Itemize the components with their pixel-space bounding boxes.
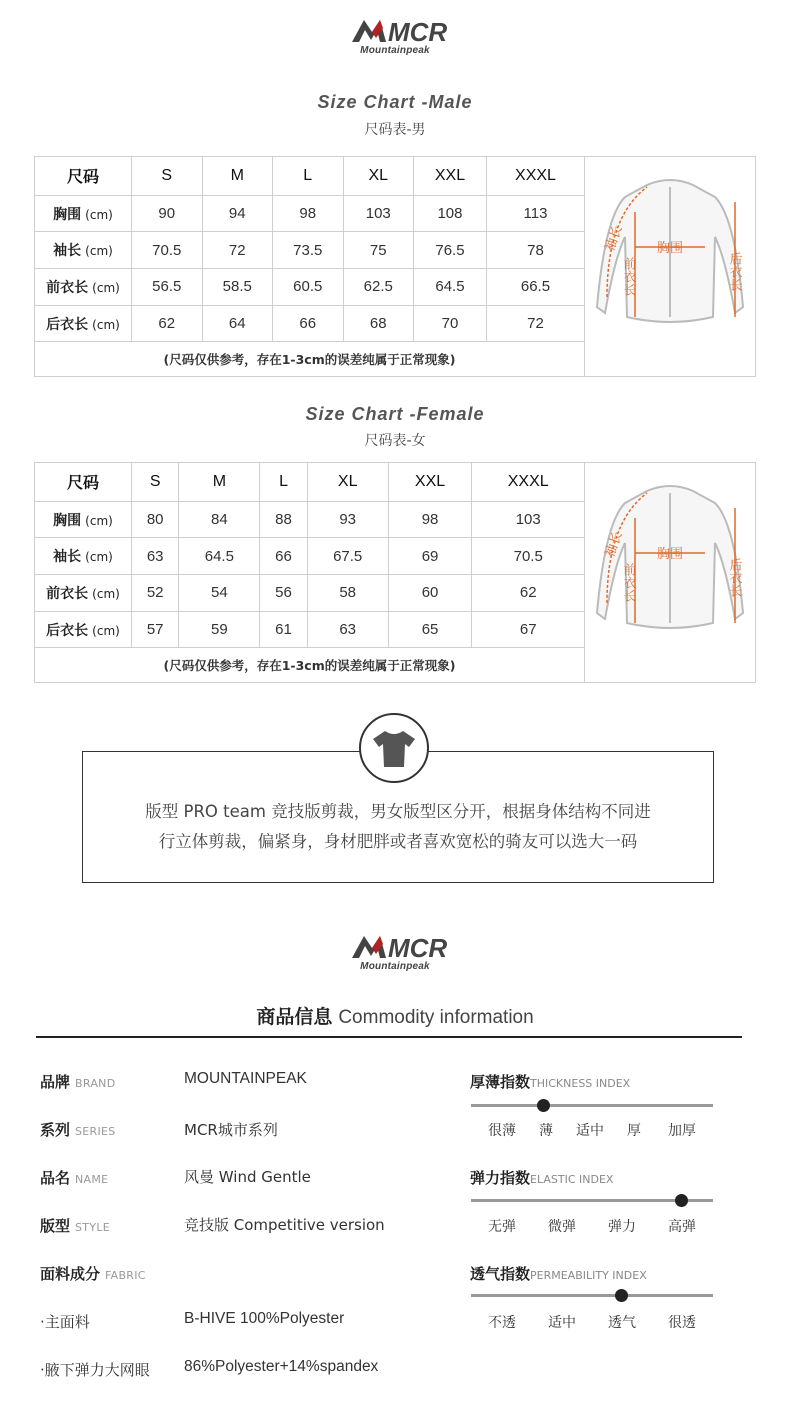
tshirt-icon xyxy=(371,725,417,771)
fit-note-text xyxy=(82,797,714,857)
cell: 67 xyxy=(472,611,585,648)
tick: 不透 xyxy=(488,1315,516,1331)
tick: 很薄 xyxy=(488,1123,516,1139)
tick: 适中 xyxy=(548,1315,576,1331)
cell: 69 xyxy=(388,538,472,575)
cell: 58 xyxy=(307,575,388,612)
diagram-back: 后衣长 xyxy=(727,558,743,597)
cell: 52 xyxy=(132,575,179,612)
cell: 73.5 xyxy=(273,232,344,269)
brand-logo-2 xyxy=(0,932,790,972)
header-s: S xyxy=(132,157,203,196)
brand-logo xyxy=(0,16,790,56)
cell: 56.5 xyxy=(132,269,203,306)
mcr-logo-icon xyxy=(350,932,448,963)
header-size: 尺码 xyxy=(35,157,132,196)
tick: 适中 xyxy=(576,1123,604,1139)
cell: 80 xyxy=(132,501,179,538)
row-label: 后衣长 (cm) xyxy=(35,305,132,342)
thickness-index-bar xyxy=(471,1104,713,1107)
diagram-sleeve: 袖长 xyxy=(601,529,625,560)
tick: 微弹 xyxy=(548,1219,576,1235)
female-chart-title: Size Chart -Female xyxy=(305,404,485,424)
cell: 62 xyxy=(132,305,203,342)
header-xxxl: XXXL xyxy=(486,157,584,196)
header-size: 尺码 xyxy=(35,463,132,502)
tick: 弹力 xyxy=(608,1219,636,1235)
female-chart-subtitle: 尺码表-女 xyxy=(364,433,426,449)
cell: 54 xyxy=(179,575,260,612)
cell: 66.5 xyxy=(486,269,584,306)
brand-tagline: Mountainpeak xyxy=(360,45,430,56)
cell: 103 xyxy=(343,195,414,232)
info-style-value: 竞技版 Competitive version xyxy=(184,1216,385,1234)
cell: 72 xyxy=(486,305,584,342)
cell: 70 xyxy=(414,305,487,342)
cell: 67.5 xyxy=(307,538,388,575)
cell: 90 xyxy=(132,195,203,232)
header-xl: XL xyxy=(343,157,414,196)
commodity-title-en: Commodity information xyxy=(338,1007,534,1028)
thickness-index-title: 厚薄指数THICKNESS INDEX xyxy=(470,1073,631,1091)
cell: 108 xyxy=(414,195,487,232)
info-series-key: 系列 SERIES xyxy=(40,1121,116,1139)
info-series-value: MCR城市系列 xyxy=(184,1121,278,1139)
info-main-fabric-key: ·主面料 xyxy=(40,1313,90,1331)
tick: 很透 xyxy=(668,1315,696,1331)
info-style-key: 版型 STYLE xyxy=(40,1217,111,1235)
permeability-index-title: 透气指数PERMEABILITY INDEX xyxy=(470,1265,647,1283)
header-l: L xyxy=(273,157,344,196)
male-chart-note: (尺码仅供参考，存在1-3cm的误差纯属于正常现象) xyxy=(35,342,585,377)
cell: 66 xyxy=(260,538,307,575)
info-brand-value: MOUNTAINPEAK xyxy=(184,1070,307,1087)
mcr-logo-icon xyxy=(350,16,448,47)
cell: 64.5 xyxy=(414,269,487,306)
cell: 58.5 xyxy=(202,269,273,306)
cell: 59 xyxy=(179,611,260,648)
cell: 98 xyxy=(388,501,472,538)
info-mesh-value: 86%Polyester+14%spandex xyxy=(184,1358,379,1375)
diagram-sleeve: 袖长 xyxy=(601,223,625,254)
cell: 65 xyxy=(388,611,472,648)
elastic-index-marker xyxy=(675,1194,688,1207)
male-jersey-diagram xyxy=(585,157,756,377)
logo-text: MCR xyxy=(388,933,448,963)
female-size-table xyxy=(34,462,756,683)
cell: 68 xyxy=(343,305,414,342)
tick: 高弹 xyxy=(668,1219,696,1235)
cell: 64.5 xyxy=(179,538,260,575)
header-m: M xyxy=(179,463,260,502)
header-xl: XL xyxy=(307,463,388,502)
info-name-key: 品名 NAME xyxy=(40,1169,109,1187)
fit-note-line2: 行立体剪裁，偏紧身，身材肥胖或者喜欢宽松的骑友可以选大一码 xyxy=(158,832,638,851)
cell: 88 xyxy=(260,501,307,538)
info-name-value: 风曼 Wind Gentle xyxy=(184,1168,311,1186)
header-xxl: XXL xyxy=(388,463,472,502)
cell: 113 xyxy=(486,195,584,232)
diagram-front: 前衣长 xyxy=(621,257,637,296)
elastic-index-title: 弹力指数ELASTIC INDEX xyxy=(470,1169,614,1187)
commodity-title xyxy=(0,1002,790,1029)
cell: 56 xyxy=(260,575,307,612)
cell: 78 xyxy=(486,232,584,269)
header-s: S xyxy=(132,463,179,502)
jersey-measure-diagram xyxy=(585,463,755,677)
info-mesh-key: ·腋下弹力大网眼 xyxy=(40,1361,150,1379)
row-label: 袖长 (cm) xyxy=(35,232,132,269)
row-label: 胸围 (cm) xyxy=(35,501,132,538)
diagram-front: 前衣长 xyxy=(621,563,637,602)
row-label: 胸围 (cm) xyxy=(35,195,132,232)
diagram-chest: 胸围 xyxy=(657,240,684,255)
female-jersey-diagram xyxy=(585,463,756,683)
commodity-title-zh: 商品信息 xyxy=(256,1006,333,1028)
tick: 厚 xyxy=(627,1123,641,1139)
cell: 94 xyxy=(202,195,273,232)
cell: 60 xyxy=(388,575,472,612)
row-label: 袖长 (cm) xyxy=(35,538,132,575)
tshirt-icon-badge xyxy=(359,713,429,783)
cell: 57 xyxy=(132,611,179,648)
cell: 75 xyxy=(343,232,414,269)
cell: 61 xyxy=(260,611,307,648)
thickness-index-marker xyxy=(537,1099,550,1112)
brand-tagline: Mountainpeak xyxy=(360,961,430,972)
logo-text: MCR xyxy=(388,17,448,47)
cell: 70.5 xyxy=(132,232,203,269)
row-label: 后衣长 (cm) xyxy=(35,611,132,648)
info-main-fabric-value: B-HIVE 100%Polyester xyxy=(184,1310,345,1327)
tick: 透气 xyxy=(608,1315,636,1331)
cell: 98 xyxy=(273,195,344,232)
diagram-back: 后衣长 xyxy=(727,252,743,291)
cell: 70.5 xyxy=(472,538,585,575)
divider xyxy=(36,1036,742,1038)
info-fabric-key: 面料成分 FABRIC xyxy=(40,1265,146,1283)
header-m: M xyxy=(202,157,273,196)
cell: 64 xyxy=(202,305,273,342)
header-xxl: XXL xyxy=(414,157,487,196)
female-chart-note: (尺码仅供参考，存在1-3cm的误差纯属于正常现象) xyxy=(35,648,585,683)
male-chart-title: Size Chart -Male xyxy=(317,92,473,112)
fit-note-line1: 版型 PRO team 竞技版剪裁，男女版型区分开，根据身体结构不同进 xyxy=(145,802,651,821)
permeability-index-bar xyxy=(471,1294,713,1297)
cell: 60.5 xyxy=(273,269,344,306)
jersey-measure-diagram xyxy=(585,157,755,371)
row-label: 前衣长 (cm) xyxy=(35,575,132,612)
cell: 62.5 xyxy=(343,269,414,306)
header-l: L xyxy=(260,463,307,502)
cell: 76.5 xyxy=(414,232,487,269)
cell: 84 xyxy=(179,501,260,538)
diagram-chest: 胸围 xyxy=(657,546,684,561)
cell: 66 xyxy=(273,305,344,342)
cell: 93 xyxy=(307,501,388,538)
header-xxxl: XXXL xyxy=(472,463,585,502)
row-label: 前衣长 (cm) xyxy=(35,269,132,306)
cell: 103 xyxy=(472,501,585,538)
cell: 63 xyxy=(307,611,388,648)
tick: 加厚 xyxy=(668,1123,696,1139)
tick: 薄 xyxy=(539,1123,553,1139)
cell: 72 xyxy=(202,232,273,269)
male-chart-subtitle: 尺码表-男 xyxy=(364,122,426,138)
cell: 62 xyxy=(472,575,585,612)
info-brand-key: 品牌 BRAND xyxy=(40,1073,116,1091)
tick: 无弹 xyxy=(488,1219,516,1235)
cell: 63 xyxy=(132,538,179,575)
male-size-table xyxy=(34,156,756,377)
permeability-index-marker xyxy=(615,1289,628,1302)
